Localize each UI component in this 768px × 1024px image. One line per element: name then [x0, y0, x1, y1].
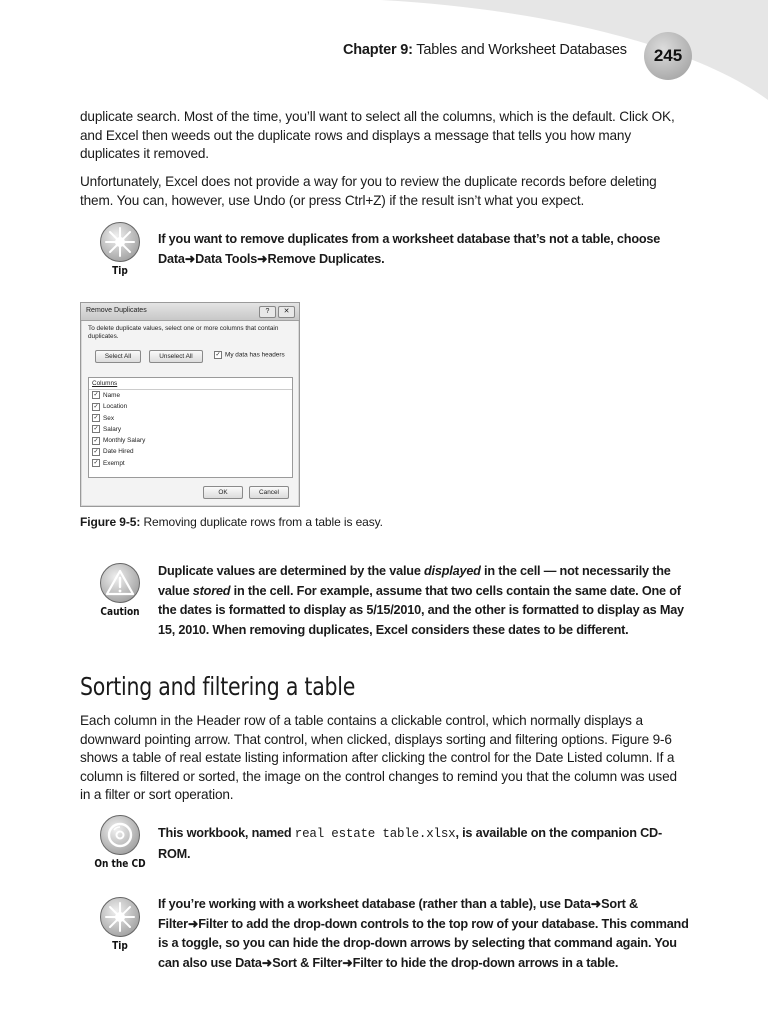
column-row[interactable]: [89, 458, 292, 469]
ok-label: OK: [218, 489, 228, 496]
checkbox-checked-icon[interactable]: ✓: [93, 403, 99, 410]
checkbox-checked-icon[interactable]: ✓: [93, 448, 99, 455]
tip-label: Tip: [112, 939, 128, 952]
checkbox-checked-icon[interactable]: ✓: [93, 437, 99, 444]
cd-icon-block: [80, 815, 160, 870]
column-label: Name: [103, 392, 121, 399]
caution-emphasis: displayed: [424, 564, 481, 578]
column-row[interactable]: [89, 424, 292, 435]
dialog-description: To delete duplicate values, select one or more columns that contain duplicates.: [88, 325, 279, 340]
on-the-cd-text: [158, 824, 692, 864]
unselect-all-button[interactable]: [149, 350, 203, 363]
column-row[interactable]: [89, 446, 292, 457]
cd-text-part: This workbook, named: [158, 826, 295, 840]
starburst-icon: [100, 222, 140, 262]
dialog-title: Remove Duplicates: [86, 307, 147, 314]
column-label: Monthly Salary: [103, 437, 146, 445]
caution-text: [158, 562, 692, 640]
tip-note-1: [80, 220, 688, 280]
column-label: Salary: [103, 425, 122, 433]
column-label: Location: [103, 403, 128, 411]
paragraph-3: [80, 712, 688, 805]
caution-emphasis: stored: [192, 583, 231, 598]
cancel-button[interactable]: [249, 486, 289, 499]
has-headers-checkbox[interactable]: [214, 351, 285, 359]
unselect-all-label: Unselect All: [159, 353, 193, 360]
chapter-label: Chapter 9:: [343, 42, 413, 58]
dialog-titlebar: [81, 303, 299, 321]
figure-caption: [80, 515, 383, 529]
chapter-title: Tables and Worksheet Databases: [416, 42, 627, 58]
on-the-cd-label: On the CD: [94, 857, 146, 870]
checkbox-checked-icon[interactable]: ✓: [93, 460, 99, 467]
checkbox-checked-icon[interactable]: ✓: [93, 426, 99, 433]
cd-text-part: , is available on the companion CD-ROM.: [158, 826, 663, 861]
tip-text: If you want to remove duplicates from a worksheet database that’s not a table, choose Data➜Data Tools➜Remove Duplicates.: [158, 232, 661, 266]
caution-text-part: Duplicate values are determined by the value: [158, 564, 424, 578]
cancel-label: Cancel: [259, 489, 279, 496]
tip-icon-block: [80, 222, 160, 277]
column-row[interactable]: [89, 435, 292, 446]
caution-text-part: in the cell. For example, assume that two cells contain the same date. One of the dates is formatted to display as 5/15/2010, and the other is formatted to display as May 15, 2010. When removing duplicates, Excel considers these dates to be different.: [158, 583, 684, 637]
tip-text: If you’re working with a worksheet database (rather than a table), use Data➜Sort & Filter➜Filter to add the drop-down controls to the top row of your database. This command is a toggle, so you can hide the drop-down arrows by selecting that command again. You can also use Data➜Sort & Filter➜Filter to hide the drop-down arrows in a table.: [158, 897, 689, 970]
column-row[interactable]: [89, 401, 292, 412]
has-headers-label: My data has headers: [225, 351, 285, 359]
checkbox-checked-icon[interactable]: ✓: [93, 392, 99, 399]
figure-caption-text: Removing duplicate rows from a table is easy.: [143, 515, 383, 529]
cd-disc-icon: [100, 815, 140, 855]
running-header: [343, 42, 627, 58]
column-label: Sex: [103, 414, 115, 422]
paragraph-1: [80, 108, 688, 164]
warning-triangle-icon: [100, 563, 140, 603]
column-label: Exempt: [103, 459, 125, 467]
ok-button[interactable]: [203, 486, 243, 499]
close-button[interactable]: ✕: [278, 306, 295, 318]
starburst-icon: [100, 897, 140, 937]
columns-list: [88, 377, 293, 478]
caution-note: [80, 560, 688, 645]
tip-note-2: [80, 895, 688, 995]
workbook-filename: real estate table.xlsx: [294, 827, 456, 841]
select-all-button[interactable]: [95, 350, 141, 363]
section-heading: Sorting and filtering a table: [80, 672, 356, 701]
caution-label: Caution: [100, 605, 140, 618]
help-button[interactable]: ?: [259, 306, 276, 318]
on-the-cd-note: [80, 815, 688, 875]
tip-label: Tip: [112, 264, 128, 277]
remove-duplicates-dialog: [80, 302, 300, 507]
paragraph-text: Unfortunately, Excel does not provide a way for you to review the duplicate records before deleting them. You can, however, use Undo (or press Ctrl+Z) if the result isn’t what you expect.: [80, 174, 657, 208]
caution-icon-block: [80, 563, 160, 618]
paragraph-text: Each column in the Header row of a table contains a clickable control, which normally displays a downward pointing arrow. That control, when clicked, displays sorting and filtering options. Figure 9-6 shows a table of real estate listing information after clicking the control for the Date Listed column. If a column is filtered or sorted, the image on the control changes to remind you that the column was used in a filter or sort operation.: [80, 713, 677, 802]
paragraph-text: duplicate search. Most of the time, you’ll want to select all the columns, which is the default. Click OK, and Excel then weeds out the duplicate rows and displays a message that tells you how many duplicates it removed.: [80, 109, 675, 161]
select-all-label: Select All: [104, 353, 132, 360]
figure-label: Figure 9-5:: [80, 515, 141, 529]
columns-header: Columns: [89, 378, 292, 390]
column-row[interactable]: [89, 413, 292, 424]
caution-text-part: in the cell — not necessarily the value: [158, 564, 671, 598]
column-label: Date Hired: [103, 448, 134, 456]
column-row[interactable]: [89, 390, 292, 401]
tip-icon-block: [80, 897, 160, 952]
page-number: 245: [644, 32, 692, 80]
paragraph-2: [80, 173, 688, 210]
checkbox-checked-icon: ✓: [215, 352, 221, 358]
checkbox-checked-icon[interactable]: ✓: [93, 414, 99, 421]
